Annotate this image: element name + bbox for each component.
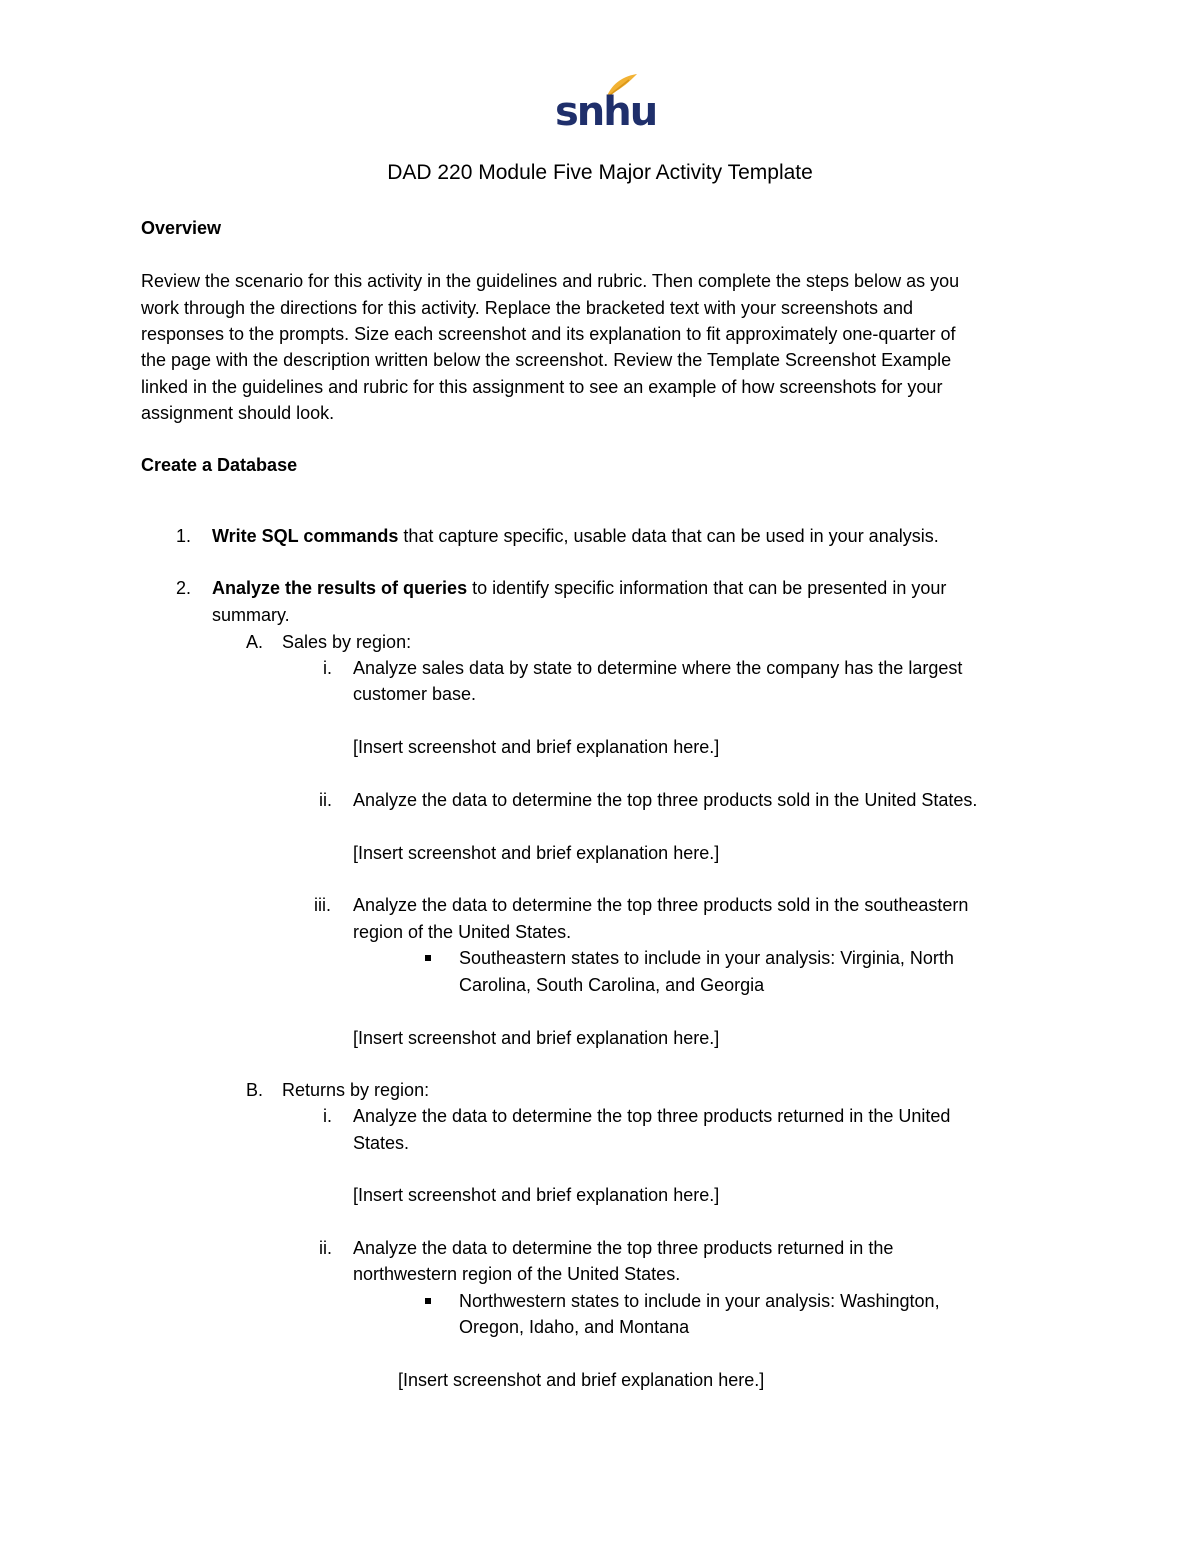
step-1-text (212, 523, 939, 549)
bullet-text: Carolina, South Carolina, and Georgia (459, 975, 765, 995)
square-bullet-icon (425, 955, 431, 961)
section-a-marker: A. (246, 632, 264, 652)
section-b-marker: B. (246, 1080, 264, 1100)
item-marker: iii. (314, 895, 331, 915)
document-title: DAD 220 Module Five Major Activity Template (387, 161, 813, 184)
item-text: northwestern region of the United States. (353, 1264, 681, 1284)
snhu-logo (555, 72, 657, 135)
step-number: 1. (176, 526, 192, 546)
step-number: 2. (176, 578, 192, 598)
screenshot-placeholder: [Insert screenshot and brief explanation here.] (353, 1185, 720, 1205)
screenshot-placeholder: [Insert screenshot and brief explanation here.] (398, 1370, 765, 1390)
item-text: Analyze sales data by state to determine where the company has the largest (353, 658, 963, 678)
item-text: Analyze the data to determine the top three products sold in the United States. (353, 790, 978, 810)
item-text: region of the United States. (353, 922, 572, 942)
bullet-text: Oregon, Idaho, and Montana (459, 1317, 690, 1337)
step-2-continuation: summary. (212, 605, 290, 625)
step-2-bold: Analyze the results of queries (212, 578, 468, 598)
overview-line: assignment should look. (141, 403, 335, 423)
bullet-text: Southeastern states to include in your analysis: Virginia, North (459, 948, 954, 968)
item-marker: i. (323, 1106, 332, 1126)
overview-line: Review the scenario for this activity in the guidelines and rubric. Then complete the steps below as you (141, 271, 960, 291)
item-text: Analyze the data to determine the top three products returned in the United (353, 1106, 951, 1126)
step-1-bold: Write SQL commands (212, 526, 399, 546)
overview-line: the page with the description written below the screenshot. Review the Template Screenshot Example (141, 350, 952, 370)
item-marker: ii. (319, 1238, 332, 1258)
item-marker: i. (323, 658, 332, 678)
screenshot-placeholder: [Insert screenshot and brief explanation here.] (353, 1028, 720, 1048)
step-1-rest: that capture specific, usable data that can be used in your analysis. (398, 526, 939, 546)
item-text: Analyze the data to determine the top three products returned in the (353, 1238, 894, 1258)
overview-heading: Overview (141, 218, 222, 238)
step-2-rest: to identify specific information that can be presented in your (467, 578, 947, 598)
screenshot-placeholder: [Insert screenshot and brief explanation here.] (353, 737, 720, 757)
overview-line: responses to the prompts. Size each screenshot and its explanation to fit approximately one-quarter of (141, 324, 956, 344)
section-a-label: Sales by region: (282, 632, 412, 652)
step-2-text (212, 575, 946, 601)
item-text: Analyze the data to determine the top three products sold in the southeastern (353, 895, 969, 915)
overview-line: linked in the guidelines and rubric for this assignment to see an example of how screenshots for your (141, 377, 943, 397)
section-b-label: Returns by region: (282, 1080, 430, 1100)
create-database-heading: Create a Database (141, 455, 298, 475)
item-text: States. (353, 1133, 410, 1153)
bullet-text: Northwestern states to include in your analysis: Washington, (459, 1291, 940, 1311)
item-text: customer base. (353, 684, 477, 704)
logo-wordmark: snhu (555, 89, 657, 135)
square-bullet-icon (425, 1298, 431, 1304)
screenshot-placeholder: [Insert screenshot and brief explanation here.] (353, 843, 720, 863)
overview-line: work through the directions for this activity. Replace the bracketed text with your screenshots and (141, 298, 914, 318)
item-marker: ii. (319, 790, 332, 810)
